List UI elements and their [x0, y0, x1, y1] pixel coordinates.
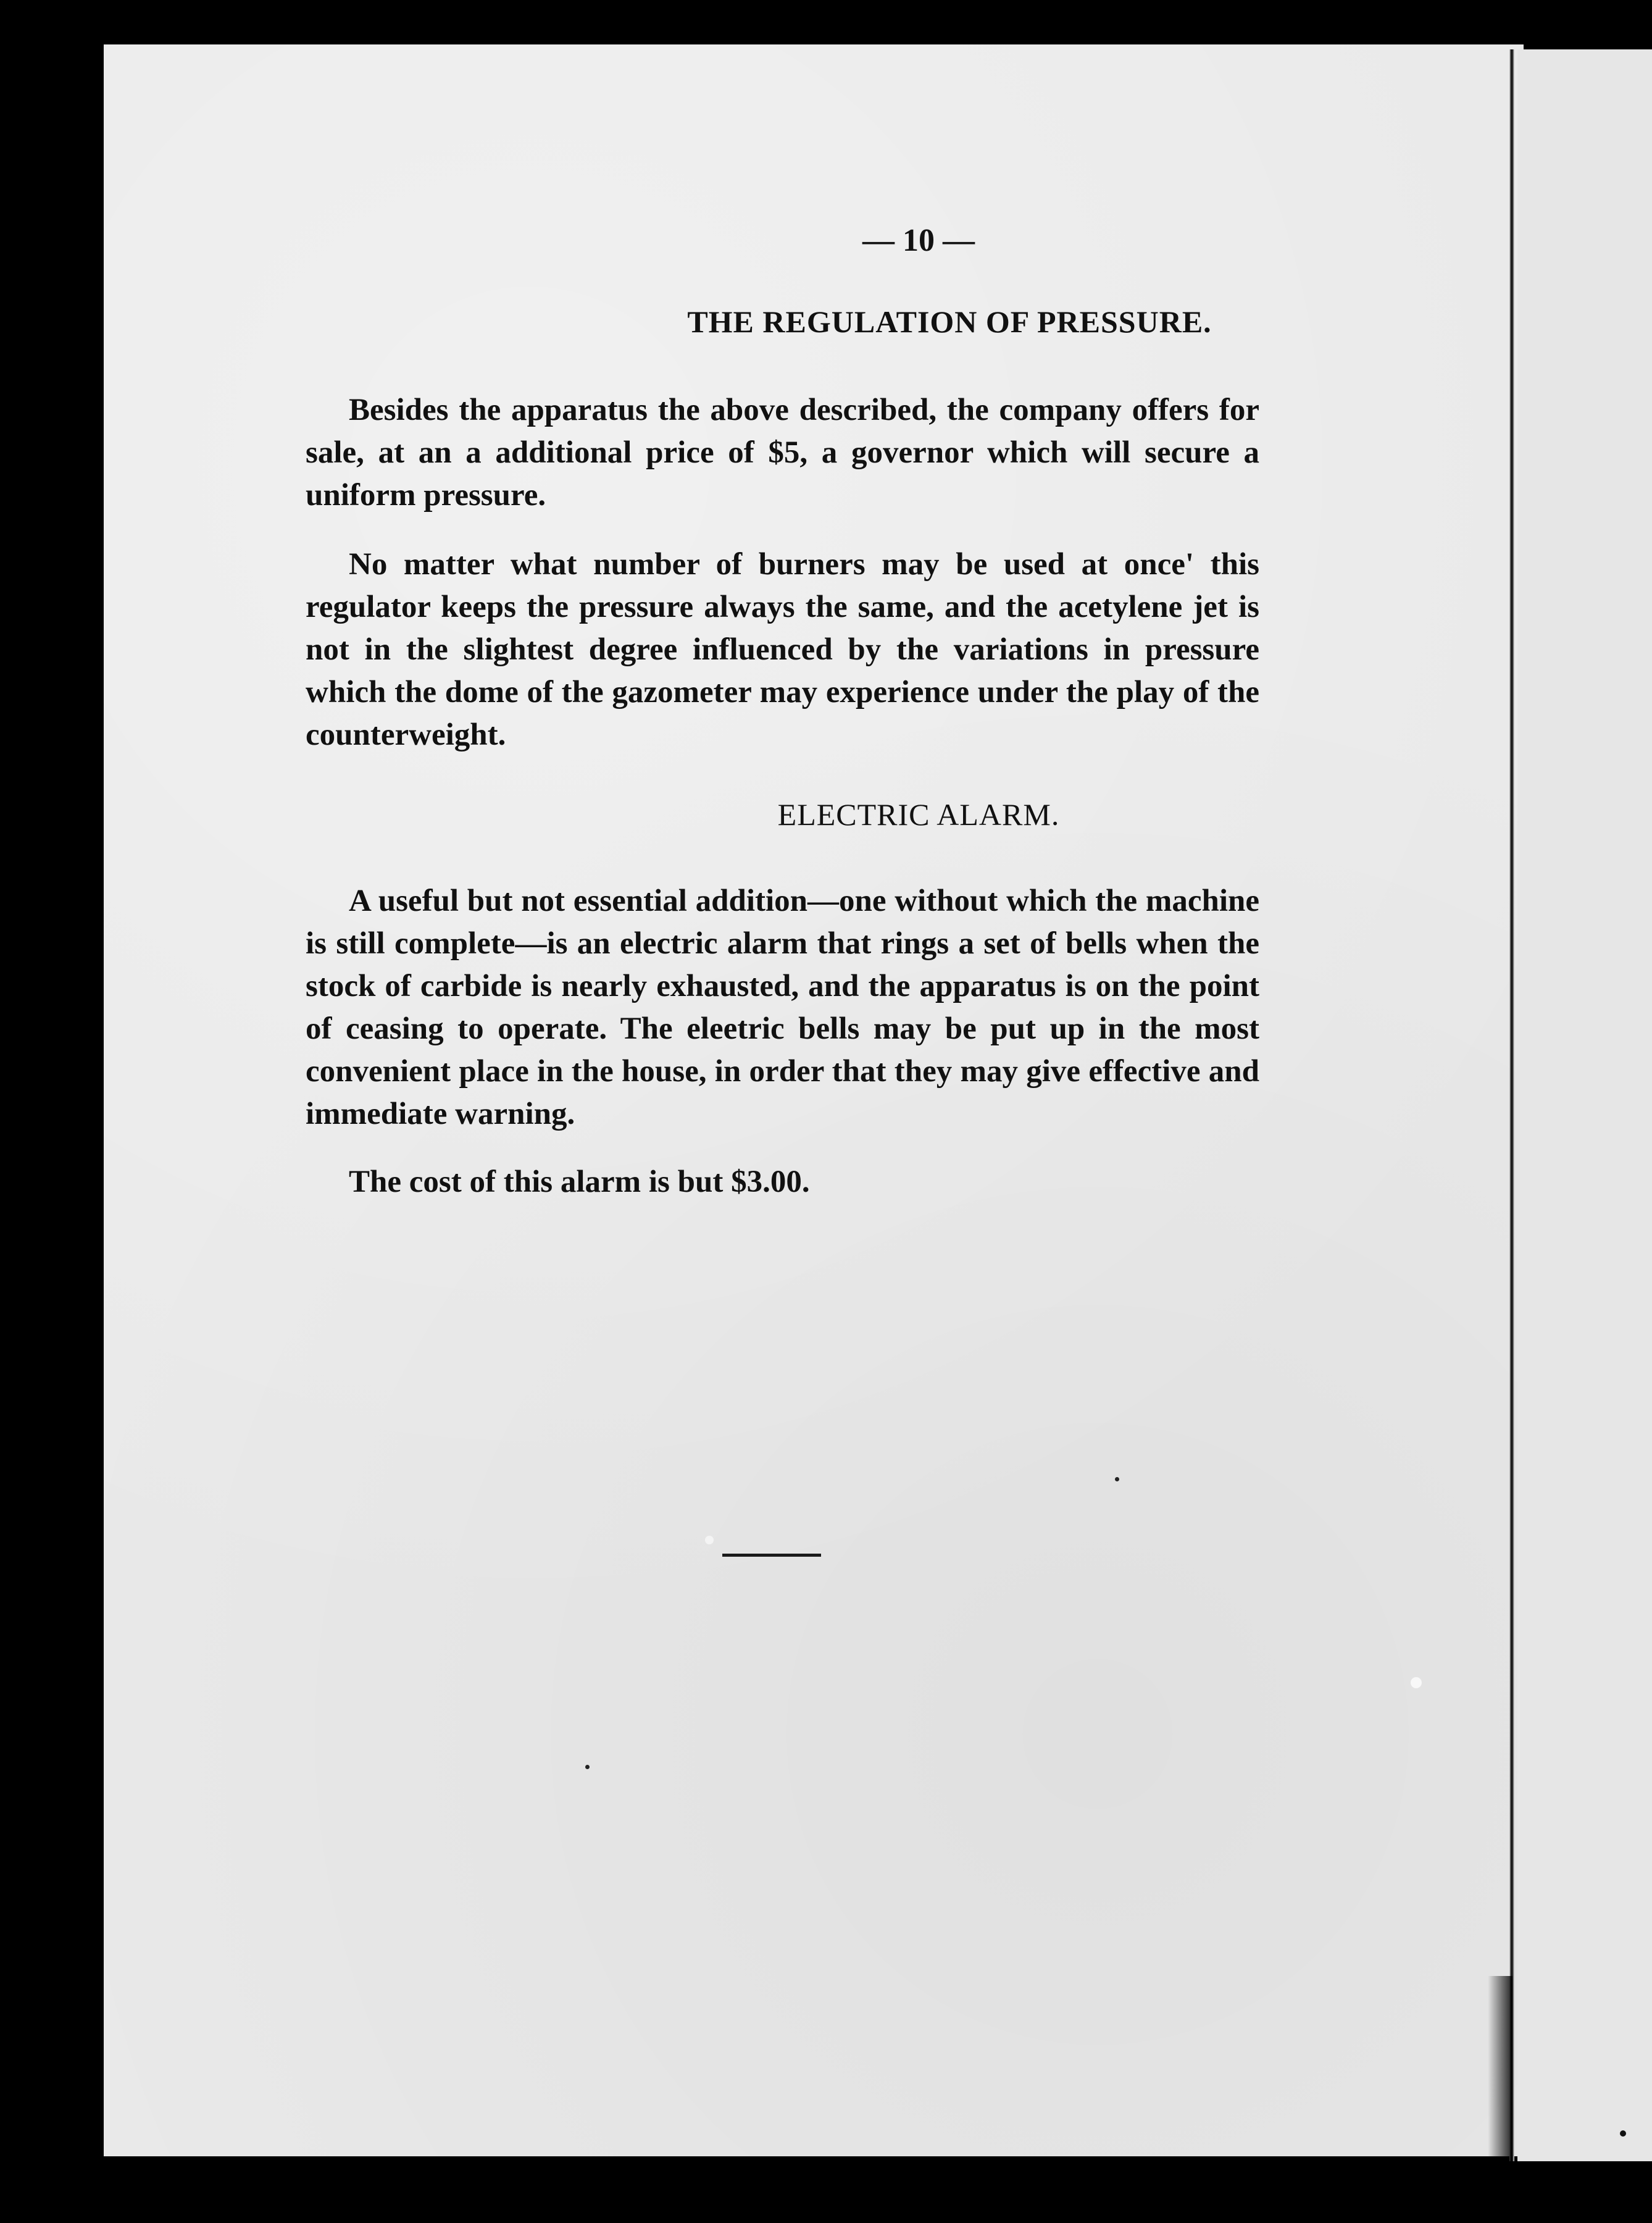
scan-speck [585, 1765, 590, 1769]
paragraph-governor-offer: Besides the apparatus the above described, the company offers for sale, at an a additional price of $5, a governor which will secure a uniform pressure. [306, 393, 1259, 513]
page-fold-shadow [1488, 1976, 1512, 2161]
paragraph-regulator-description: No matter what number of burners may be used at once' this regulator keeps the pressure always the same, and the acetylene jet is not in the slightest degree influenced by the variations in pressure which the dome of the gazometer may experience under the play of the counterweight. [306, 547, 1259, 752]
paragraph-electric-alarm-description: A useful but not essential addition—one without which the machine is still complete—is an electric alarm that rings a set of bells when the stock of carbide is nearly exhausted, and the apparatus is on the point of ceasing to operate. The eleetric bells may be put up in the most convenient place in the house, in order that they may give effective and immediate warning. [306, 884, 1259, 1131]
facing-page-edge [1517, 49, 1652, 2161]
section-heading-electric-alarm: ELECTRIC ALARM. [777, 797, 1060, 832]
page-fold-line [1509, 49, 1514, 2161]
paragraph-alarm-cost: The cost of this alarm is but $3.00. [349, 1165, 810, 1199]
scan-speck [705, 1536, 714, 1544]
scan-speck [1411, 1677, 1422, 1688]
closing-rule [722, 1554, 821, 1557]
scan-speck [1620, 2130, 1626, 2137]
section-heading-regulation-of-pressure: THE REGULATION OF PRESSURE. [687, 304, 1212, 339]
scan-speck [1115, 1477, 1119, 1481]
page-number: — 10 — [862, 223, 975, 258]
